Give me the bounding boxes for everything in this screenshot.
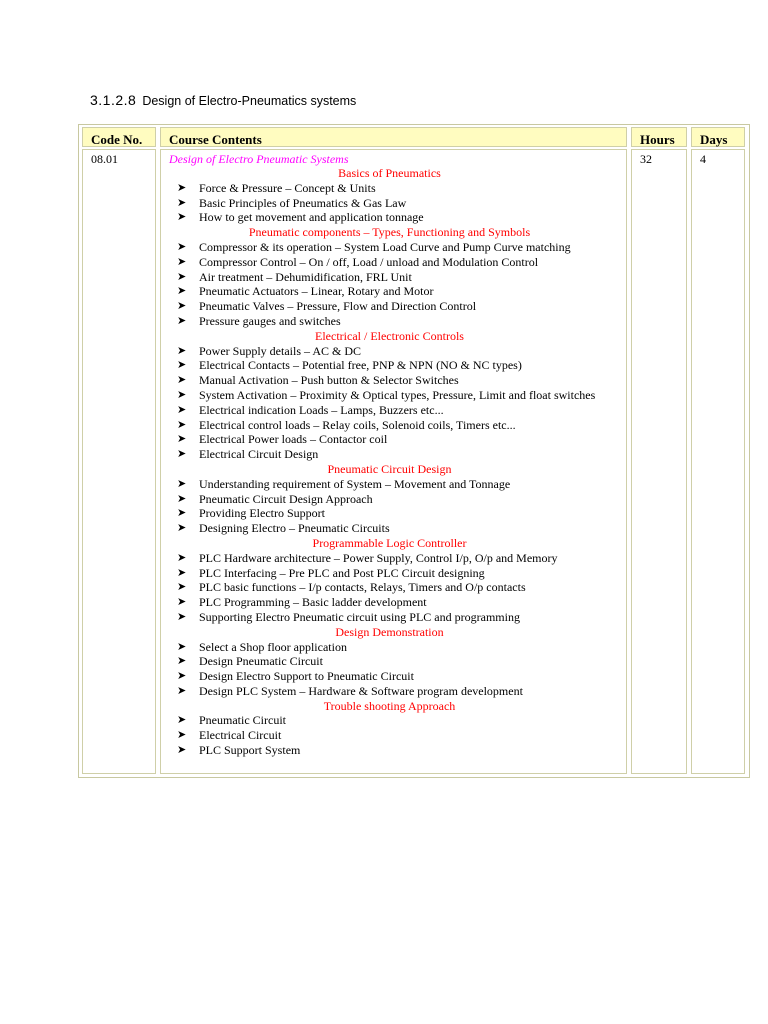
list-item-text: PLC basic functions – I/p contacts, Relays, Timers and O/p contacts <box>199 580 526 595</box>
section-title: Design of Electro-Pneumatics systems <box>142 94 357 108</box>
section-heading-4: Programmable Logic Controller <box>312 535 467 550</box>
section-list <box>169 344 626 462</box>
list-item <box>177 610 626 625</box>
list-item-text: Pneumatic Actuators – Linear, Rotary and Motor <box>199 284 434 299</box>
list-item <box>177 743 626 758</box>
list-item <box>177 388 626 403</box>
list-item <box>177 358 626 373</box>
arrowhead-bullet-icon: ➤ <box>177 684 187 697</box>
arrowhead-bullet-icon: ➤ <box>177 729 187 742</box>
list-item-text: Providing Electro Support <box>199 506 325 521</box>
list-item-text: PLC Interfacing – Pre PLC and Post PLC Circuit designing <box>199 565 485 580</box>
list-item <box>177 284 626 299</box>
list-item-text: Design Pneumatic Circuit <box>199 654 323 669</box>
section-heading-1: Pneumatic components – Types, Functioning and Symbols <box>248 225 531 240</box>
list-item <box>177 314 626 329</box>
list-item-text: PLC Programming – Basic ladder development <box>199 595 427 610</box>
list-item <box>177 684 626 699</box>
list-item <box>177 566 626 581</box>
days-value: 4 <box>700 152 706 166</box>
cell-days <box>691 149 745 774</box>
list-item-text: Understanding requirement of System – Movement and Tonnage <box>199 476 511 491</box>
course-title: Design of Electro Pneumatic Systems <box>169 152 349 166</box>
arrowhead-bullet-icon: ➤ <box>177 492 187 505</box>
arrowhead-bullet-icon: ➤ <box>177 314 187 327</box>
list-item-text: Force & Pressure – Concept & Units <box>199 180 376 195</box>
list-item <box>177 713 626 728</box>
list-item <box>177 551 626 566</box>
section-heading-2: Electrical / Electronic Controls <box>315 328 464 343</box>
arrowhead-bullet-icon: ➤ <box>177 359 187 372</box>
section-heading <box>90 92 356 108</box>
list-item <box>177 492 626 507</box>
list-item <box>177 255 626 270</box>
arrowhead-bullet-icon: ➤ <box>177 448 187 461</box>
list-item-text: Basic Principles of Pneumatics & Gas Law <box>199 195 407 210</box>
list-item-text: PLC Hardware architecture – Power Supply, Control I/p, O/p and Memory <box>199 550 558 565</box>
section-number: 3.1.2.8 <box>90 92 137 108</box>
list-item-text: Compressor Control – On / off, Load / unload and Modulation Control <box>199 254 539 269</box>
list-item-text: Electrical control loads – Relay coils, Solenoid coils, Timers etc... <box>199 417 516 432</box>
list-item <box>177 432 626 447</box>
section-list <box>169 477 626 536</box>
arrowhead-bullet-icon: ➤ <box>177 596 187 609</box>
arrowhead-bullet-icon: ➤ <box>177 670 187 683</box>
list-item-text: Electrical Contacts – Potential free, PNP & NPN (NO & NC types) <box>199 358 522 373</box>
header-contents: Course Contents <box>160 127 627 147</box>
list-item-text: Pressure gauges and switches <box>199 313 341 328</box>
header-days: Days <box>691 127 745 147</box>
list-item <box>177 403 626 418</box>
hours-value: 32 <box>640 152 652 166</box>
list-item-text: System Activation – Proximity & Optical types, Pressure, Limit and float switches <box>199 387 596 402</box>
arrowhead-bullet-icon: ➤ <box>177 270 187 283</box>
list-item-text: Electrical Power loads – Contactor coil <box>199 432 388 447</box>
arrowhead-bullet-icon: ➤ <box>177 610 187 623</box>
section-list <box>169 551 626 625</box>
list-item-text: Supporting Electro Pneumatic circuit using PLC and programming <box>199 609 520 624</box>
list-item <box>177 728 626 743</box>
section-list <box>169 240 626 329</box>
arrowhead-bullet-icon: ➤ <box>177 344 187 357</box>
arrowhead-bullet-icon: ➤ <box>177 181 187 194</box>
list-item <box>177 669 626 684</box>
header-hours: Hours <box>631 127 687 147</box>
list-item-text: Power Supply details – AC & DC <box>199 343 362 358</box>
section-heading-0: Basics of Pneumatics <box>338 166 441 180</box>
code-value: 08.01 <box>91 152 118 166</box>
cell-code <box>82 149 156 774</box>
section-heading-3: Pneumatic Circuit Design <box>327 461 452 476</box>
list-item-text: Electrical Circuit Design <box>199 447 319 462</box>
arrowhead-bullet-icon: ➤ <box>177 566 187 579</box>
list-item-text: Electrical indication Loads – Lamps, Buzzers etc... <box>199 402 444 417</box>
arrowhead-bullet-icon: ➤ <box>177 744 187 757</box>
list-item-text: Pneumatic Circuit <box>199 713 286 728</box>
arrowhead-bullet-icon: ➤ <box>177 477 187 490</box>
arrowhead-bullet-icon: ➤ <box>177 285 187 298</box>
list-item <box>177 654 626 669</box>
list-item <box>177 270 626 285</box>
header-code: Code No. <box>82 127 156 147</box>
arrowhead-bullet-icon: ➤ <box>177 714 187 727</box>
arrowhead-bullet-icon: ➤ <box>177 196 187 209</box>
cell-hours <box>631 149 687 774</box>
list-item <box>177 447 626 462</box>
list-item <box>177 240 626 255</box>
list-item-text: Design PLC System – Hardware & Software program development <box>199 683 523 698</box>
list-item-text: Select a Shop floor application <box>199 639 347 654</box>
arrowhead-bullet-icon: ➤ <box>177 507 187 520</box>
list-item <box>177 196 626 211</box>
list-item-text: Electrical Circuit <box>199 728 282 743</box>
arrowhead-bullet-icon: ➤ <box>177 640 187 653</box>
course-sections <box>169 166 626 758</box>
arrowhead-bullet-icon: ➤ <box>177 581 187 594</box>
list-item <box>177 521 626 536</box>
section-list <box>169 713 626 757</box>
list-item <box>177 506 626 521</box>
arrowhead-bullet-icon: ➤ <box>177 374 187 387</box>
arrowhead-bullet-icon: ➤ <box>177 388 187 401</box>
list-item <box>177 580 626 595</box>
list-item <box>177 373 626 388</box>
section-list <box>169 181 626 225</box>
cell-contents <box>160 149 627 774</box>
list-item <box>177 181 626 196</box>
arrowhead-bullet-icon: ➤ <box>177 255 187 268</box>
arrowhead-bullet-icon: ➤ <box>177 211 187 224</box>
arrowhead-bullet-icon: ➤ <box>177 403 187 416</box>
arrowhead-bullet-icon: ➤ <box>177 522 187 535</box>
list-item-text: Pneumatic Valves – Pressure, Flow and Direction Control <box>199 299 477 314</box>
section-heading-6: Trouble shooting Approach <box>323 698 456 713</box>
list-item <box>177 210 626 225</box>
arrowhead-bullet-icon: ➤ <box>177 433 187 446</box>
list-item <box>177 595 626 610</box>
list-item-text: Design Electro Support to Pneumatic Circuit <box>199 669 414 684</box>
list-item <box>177 299 626 314</box>
section-heading-5: Design Demonstration <box>335 624 444 639</box>
arrowhead-bullet-icon: ➤ <box>177 655 187 668</box>
arrowhead-bullet-icon: ➤ <box>177 551 187 564</box>
list-item-text: Compressor & its operation – System Load Curve and Pump Curve matching <box>199 239 571 254</box>
section-list <box>169 640 626 699</box>
list-item-text: Pneumatic Circuit Design Approach <box>199 491 373 506</box>
list-item <box>177 640 626 655</box>
list-item-text: How to get movement and application tonnage <box>199 210 424 225</box>
list-item <box>177 418 626 433</box>
arrowhead-bullet-icon: ➤ <box>177 240 187 253</box>
list-item <box>177 477 626 492</box>
list-item-text: Air treatment – Dehumidification, FRL Unit <box>199 269 412 284</box>
list-item-text: Manual Activation – Push button & Selector Switches <box>199 373 459 388</box>
list-item-text: PLC Support System <box>199 743 301 758</box>
list-item <box>177 344 626 359</box>
arrowhead-bullet-icon: ➤ <box>177 300 187 313</box>
list-item-text: Designing Electro – Pneumatic Circuits <box>199 521 390 536</box>
arrowhead-bullet-icon: ➤ <box>177 418 187 431</box>
